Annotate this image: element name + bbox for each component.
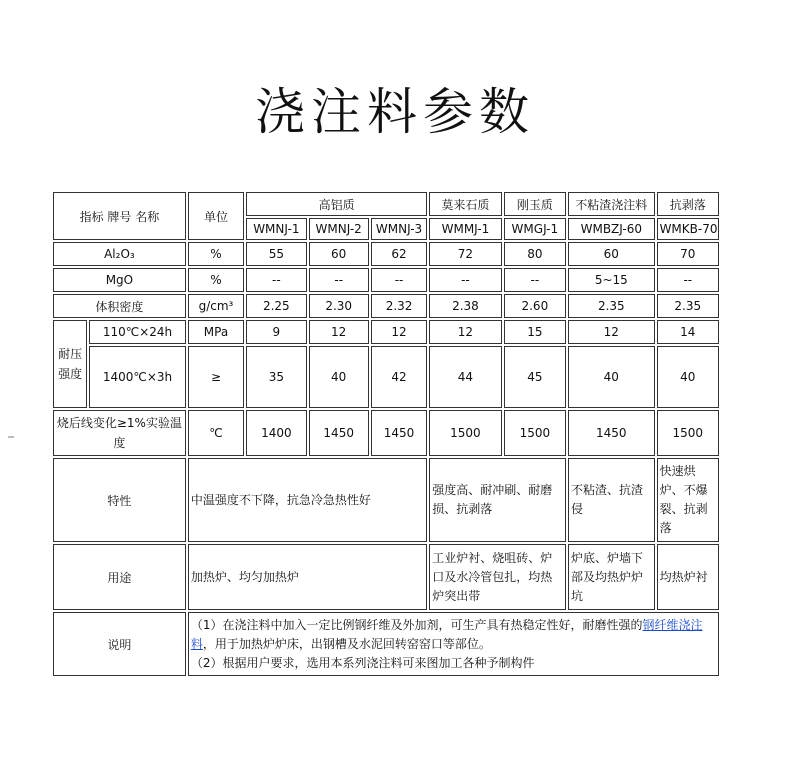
row-label: 烧后线变化≥1%实验温度 [53,410,186,456]
cell-value: 60 [568,242,655,266]
row-label: 特性 [53,458,186,542]
brand-wmgj-1: WMGJ-1 [504,218,566,240]
features-anti-spall: 快速烘炉、不爆裂、抗剥落 [657,458,719,542]
usage-mullite-corundum: 工业炉衬、烧咀砖、炉口及水冷管包扎，均热炉突出带 [429,544,566,610]
cell-value: 2.30 [309,294,369,318]
usage-non-stick: 炉底、炉墙下部及均热炉炉坑 [568,544,655,610]
cell-value: 1500 [504,410,566,456]
brand-wmbzj-60: WMBZJ-60 [568,218,655,240]
cell-value: 2.25 [246,294,306,318]
page-title: 浇注料参数 [255,83,535,141]
cell-value: 12 [568,320,655,344]
cell-value: 35 [246,346,306,408]
row-label: 体积密度 [53,294,186,318]
table-row [53,242,719,266]
cell-value: 1450 [309,410,369,456]
cell-value: 1450 [371,410,427,456]
parameter-table [51,190,721,678]
row-unit: % [188,242,244,266]
cell-value: 2.35 [568,294,655,318]
cell-value: 72 [429,242,501,266]
row-unit: ℃ [188,410,244,456]
cell-value: 1500 [657,410,719,456]
features-mullite-corundum: 强度高、耐冲刷、耐磨损、抗剥落 [429,458,566,542]
notes-content [188,612,719,676]
row-label: 110℃×24h [89,320,186,344]
cell-value: -- [504,268,566,292]
usage-high-alumina: 加热炉、均匀加热炉 [188,544,427,610]
row-label: MgO [53,268,186,292]
cell-value: 44 [429,346,501,408]
table-row [53,346,719,408]
header-group-anti-spall: 抗剥落 [657,192,719,216]
features-high-alumina: 中温强度不下降，抗急冷急热性好 [188,458,427,542]
cell-value: 2.35 [657,294,719,318]
cell-value: 55 [246,242,306,266]
brand-wmnj-3: WMNJ-3 [371,218,427,240]
table-row [53,458,719,542]
usage-anti-spall: 均热炉衬 [657,544,719,610]
features-non-stick: 不粘渣、抗渣侵 [568,458,655,542]
cell-value: -- [309,268,369,292]
cell-value: 14 [657,320,719,344]
cell-value: 2.38 [429,294,501,318]
cell-value: 1450 [568,410,655,456]
cell-value: 40 [309,346,369,408]
side-mark [8,436,14,438]
cell-value: -- [246,268,306,292]
cell-value: 12 [371,320,427,344]
table-row [53,544,719,610]
header-unit: 单位 [188,192,244,240]
cell-value: -- [657,268,719,292]
table-row [53,320,719,344]
table-row [53,410,719,456]
header-index-brand-name: 指标 牌号 名称 [53,192,186,240]
row-unit: MPa [188,320,244,344]
row-unit: g/cm³ [188,294,244,318]
cell-value: 80 [504,242,566,266]
brand-wmkb-70: WMKB-70 [657,218,719,240]
cell-value: 62 [371,242,427,266]
strength-group-label: 耐压强度 [53,320,87,408]
brand-wmmj-1: WMMJ-1 [429,218,501,240]
cell-value: 40 [657,346,719,408]
header-group-mullite: 莫来石质 [429,192,501,216]
header-group-corundum: 刚玉质 [504,192,566,216]
row-label: Al₂O₃ [53,242,186,266]
cell-value: 12 [309,320,369,344]
cell-value: 9 [246,320,306,344]
header-group-high-alumina: 高铝质 [246,192,427,216]
cell-value: 1400 [246,410,306,456]
table-row [53,612,719,676]
steel-fiber-castable-link[interactable]: 钢纤维浇注料 [190,617,703,651]
cell-value: 40 [568,346,655,408]
cell-value: 70 [657,242,719,266]
cell-value: 1500 [429,410,501,456]
cell-value: 15 [504,320,566,344]
table-row [53,268,719,292]
cell-value: 60 [309,242,369,266]
cell-value: 42 [371,346,427,408]
row-label: 说明 [53,612,186,676]
row-label: 用途 [53,544,186,610]
note-2: （2）根据用户要求，选用本系列浇注料可来图加工各种予制构件 [190,655,535,670]
row-unit: ≥ [188,346,244,408]
note-1-prefix: （1）在浇注料中加入一定比例钢纤维及外加剂，可生产具有热稳定性好，耐磨性强的 [190,617,643,632]
row-label: 1400℃×3h [89,346,186,408]
cell-value: 2.32 [371,294,427,318]
header-group-non-stick: 不粘渣浇注料 [568,192,655,216]
cell-value: 45 [504,346,566,408]
row-unit: % [188,268,244,292]
cell-value: -- [371,268,427,292]
cell-value: 12 [429,320,501,344]
cell-value: 5~15 [568,268,655,292]
cell-value: -- [429,268,501,292]
brand-wmnj-2: WMNJ-2 [309,218,369,240]
cell-value: 2.60 [504,294,566,318]
table-row [53,294,719,318]
note-1-suffix: ，用于加热炉炉床，出钢槽及水泥回转窑窑口等部位。 [202,636,491,651]
brand-wmnj-1: WMNJ-1 [246,218,306,240]
